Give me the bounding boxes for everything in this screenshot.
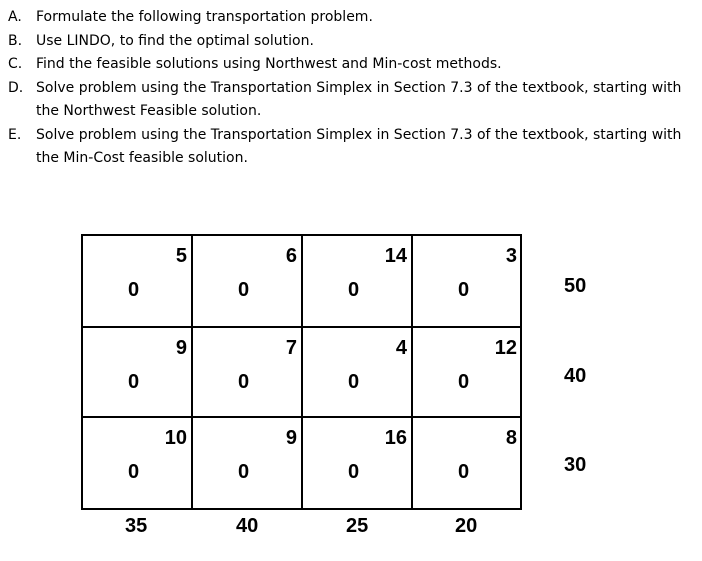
table-cell <box>303 328 413 418</box>
cost-value: 3 <box>505 245 517 267</box>
cost-value: 6 <box>285 245 297 267</box>
table-cell <box>413 236 523 326</box>
instruction-text: Solve problem using the Transportation Simplex in Section 7.3 of the textbook, starting with the Min-Cost feasible solution. <box>36 126 682 166</box>
cost-value: 9 <box>175 337 187 359</box>
instruction-marker: E. <box>8 126 22 143</box>
cost-value: 10 <box>164 427 187 449</box>
allocation-value: 0 <box>238 371 250 393</box>
instruction-list <box>8 6 698 171</box>
supply-value: 30 <box>564 454 587 476</box>
cost-value: 12 <box>494 337 517 359</box>
table-cell <box>303 418 413 508</box>
allocation-value: 0 <box>458 461 470 483</box>
allocation-value: 0 <box>238 461 250 483</box>
instruction-text: Use LINDO, to find the optimal solution. <box>36 32 314 49</box>
instruction-item <box>8 77 698 124</box>
allocation-value: 0 <box>348 279 360 301</box>
allocation-value: 0 <box>128 461 140 483</box>
table-cell <box>303 236 413 326</box>
allocation-value: 0 <box>128 279 140 301</box>
instruction-marker: B. <box>8 32 23 49</box>
cost-value: 16 <box>384 427 407 449</box>
allocation-value: 0 <box>458 279 470 301</box>
table-cell <box>413 418 523 508</box>
allocation-value: 0 <box>348 371 360 393</box>
transportation-table <box>81 234 522 510</box>
instruction-marker: A. <box>8 9 22 25</box>
demand-value: 35 <box>125 515 148 537</box>
cost-value: 5 <box>175 245 187 267</box>
supply-value: 50 <box>564 275 587 297</box>
cost-value: 9 <box>285 427 297 449</box>
table-cell <box>413 328 523 418</box>
cost-value: 7 <box>285 337 297 359</box>
instruction-item <box>8 124 698 171</box>
allocation-value: 0 <box>128 371 140 393</box>
table-cell <box>83 328 193 418</box>
instruction-text: Find the feasible solutions using Northwest and Min-cost methods. <box>36 56 502 72</box>
table-cell <box>193 236 303 326</box>
table-cell <box>193 418 303 508</box>
instruction-marker: C. <box>8 56 23 72</box>
table-cell <box>83 236 193 326</box>
instruction-marker: D. <box>8 79 24 96</box>
allocation-value: 0 <box>238 279 250 301</box>
instruction-item <box>8 53 698 77</box>
supply-value: 40 <box>564 365 587 387</box>
cost-value: 14 <box>384 245 407 267</box>
demand-value: 20 <box>455 515 478 537</box>
table-cell <box>83 418 193 508</box>
instruction-text: Formulate the following transportation problem. <box>36 9 373 25</box>
demand-value: 40 <box>236 515 259 537</box>
cost-value: 8 <box>505 427 517 449</box>
instruction-item <box>8 30 698 54</box>
cost-value: 4 <box>395 337 407 359</box>
allocation-value: 0 <box>458 371 470 393</box>
instruction-item <box>8 6 698 30</box>
allocation-value: 0 <box>348 461 360 483</box>
instruction-text: Solve problem using the Transportation Simplex in Section 7.3 of the textbook, starting with the Northwest Feasible solution. <box>36 79 682 119</box>
demand-value: 25 <box>346 515 369 537</box>
table-cell <box>193 328 303 418</box>
